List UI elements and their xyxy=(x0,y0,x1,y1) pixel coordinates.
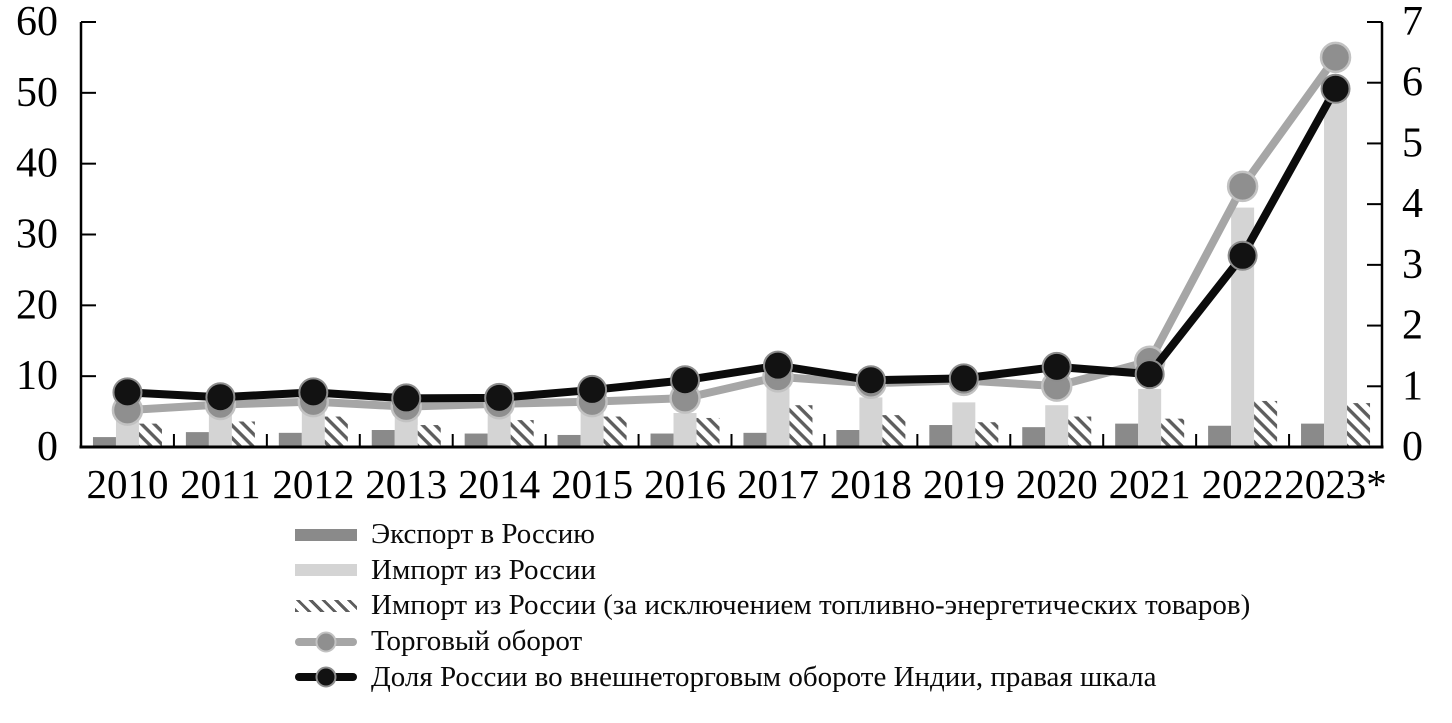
legend-label-import-excl-fuel: Импорт из России (за исключением топливно-энергетических товаров) xyxy=(371,589,1251,622)
right-axis-label-0: 0 xyxy=(1402,424,1423,470)
bar-export-2023* xyxy=(1301,424,1324,447)
right-axis-label-5: 5 xyxy=(1402,120,1423,167)
legend-swatch-import xyxy=(295,564,357,576)
share-point-2020 xyxy=(1043,353,1071,381)
x-axis-label-2020: 2020 xyxy=(1015,461,1098,507)
legend-swatch-export xyxy=(295,529,357,541)
left-axis-label-10: 10 xyxy=(16,353,58,400)
left-axis-label-60: 60 xyxy=(16,0,58,45)
bar-import-excl-fuel-2019 xyxy=(975,422,998,447)
x-axis-label-2022: 2022 xyxy=(1201,461,1284,507)
x-axis-label-2018: 2018 xyxy=(829,461,912,507)
right-axis-label-2: 2 xyxy=(1402,302,1423,349)
x-axis-label-2013: 2013 xyxy=(365,461,448,507)
bar-import-excl-fuel-2016 xyxy=(697,418,720,447)
left-axis-label-50: 50 xyxy=(16,69,58,116)
share-point-2018 xyxy=(857,366,885,394)
bar-export-2012 xyxy=(279,433,302,447)
legend-swatch-share xyxy=(295,673,357,681)
x-axis-label-2016: 2016 xyxy=(644,461,727,507)
bar-export-2020 xyxy=(1022,427,1045,447)
right-axis-label-7: 7 xyxy=(1402,0,1423,45)
bar-import-excl-fuel-2021 xyxy=(1161,419,1184,447)
bar-export-2013 xyxy=(372,430,395,447)
x-axis-label-2021: 2021 xyxy=(1108,461,1191,507)
bar-export-2017 xyxy=(743,433,766,447)
bar-export-2015 xyxy=(558,435,581,447)
black-marker-icon xyxy=(316,667,337,688)
legend-swatch-turnover xyxy=(295,638,357,646)
share-point-2010 xyxy=(113,378,141,406)
bar-import-2018 xyxy=(859,397,882,447)
share-point-2022 xyxy=(1229,242,1257,270)
bar-import-excl-fuel-2020 xyxy=(1068,417,1091,447)
x-axis-label-2023*: 2023* xyxy=(1284,461,1387,507)
legend-item-import-excl-fuel xyxy=(295,588,1250,624)
bar-export-2021 xyxy=(1115,424,1138,447)
left-axis-label-30: 30 xyxy=(16,211,58,258)
legend-item-turnover xyxy=(295,624,1250,660)
bar-export-2018 xyxy=(836,430,859,447)
x-axis-label-2017: 2017 xyxy=(736,461,819,507)
bar-export-2019 xyxy=(929,425,952,447)
share-point-2016 xyxy=(671,366,699,394)
x-axis-label-2019: 2019 xyxy=(922,461,1005,507)
legend-label-import: Импорт из России xyxy=(371,553,596,586)
bar-import-excl-fuel-2022 xyxy=(1254,401,1277,447)
right-axis-label-1: 1 xyxy=(1402,363,1423,410)
share-point-2021 xyxy=(1136,360,1164,388)
bar-import-excl-fuel-2013 xyxy=(418,425,441,447)
bar-export-2022 xyxy=(1208,426,1231,447)
x-axis-label-2010: 2010 xyxy=(86,461,169,507)
legend-item-share xyxy=(295,659,1250,695)
share-point-2011 xyxy=(206,383,234,411)
x-axis-label-2015: 2015 xyxy=(551,461,634,507)
bar-import-excl-fuel-2023* xyxy=(1347,403,1370,447)
bar-import-2019 xyxy=(952,402,975,447)
bar-import-excl-fuel-2012 xyxy=(325,417,348,447)
legend xyxy=(295,517,1250,695)
bar-import-2016 xyxy=(674,413,697,447)
bar-import-excl-fuel-2010 xyxy=(139,424,162,447)
x-axis-label-2011: 2011 xyxy=(180,461,261,507)
bar-import-2014 xyxy=(488,415,511,447)
right-axis-label-4: 4 xyxy=(1402,181,1423,228)
legend-label-turnover: Торговый оборот xyxy=(371,625,583,658)
bar-import-2021 xyxy=(1138,389,1161,447)
bar-export-2011 xyxy=(186,432,209,447)
bar-export-2014 xyxy=(465,434,488,447)
left-axis-label-20: 20 xyxy=(16,282,58,329)
x-axis-label-2014: 2014 xyxy=(458,461,541,507)
legend-label-share: Доля России во внешнеторговым обороте Индии, правая шкала xyxy=(371,660,1157,693)
share-point-2013 xyxy=(392,384,420,412)
bar-import-2023* xyxy=(1324,88,1347,447)
turnover-point-2022 xyxy=(1228,172,1257,201)
share-point-2023* xyxy=(1322,75,1350,103)
right-axis-label-3: 3 xyxy=(1402,241,1423,288)
legend-label-export: Экспорт в Россию xyxy=(371,518,595,551)
legend-item-import xyxy=(295,553,1250,589)
bar-import-2017 xyxy=(766,388,789,447)
bar-import-excl-fuel-2018 xyxy=(882,415,905,447)
share-point-2012 xyxy=(299,378,327,406)
share-point-2019 xyxy=(950,364,978,392)
turnover-point-2023* xyxy=(1321,43,1350,72)
legend-swatch-import-excl-fuel xyxy=(295,600,357,612)
bar-import-excl-fuel-2017 xyxy=(789,405,812,447)
share-point-2015 xyxy=(578,376,606,404)
share-point-2014 xyxy=(485,384,513,412)
right-axis-label-6: 6 xyxy=(1402,59,1423,106)
left-axis-label-0: 0 xyxy=(37,424,58,470)
gray-marker-icon xyxy=(316,631,337,652)
x-axis-label-2012: 2012 xyxy=(272,461,355,507)
share-point-2017 xyxy=(764,352,792,380)
legend-item-export xyxy=(295,517,1250,553)
bar-export-2016 xyxy=(651,434,674,447)
bar-import-2020 xyxy=(1045,405,1068,447)
bar-import-excl-fuel-2014 xyxy=(511,420,534,447)
bar-import-excl-fuel-2015 xyxy=(604,417,627,447)
left-axis-label-40: 40 xyxy=(16,140,58,187)
bar-import-excl-fuel-2011 xyxy=(232,422,255,448)
